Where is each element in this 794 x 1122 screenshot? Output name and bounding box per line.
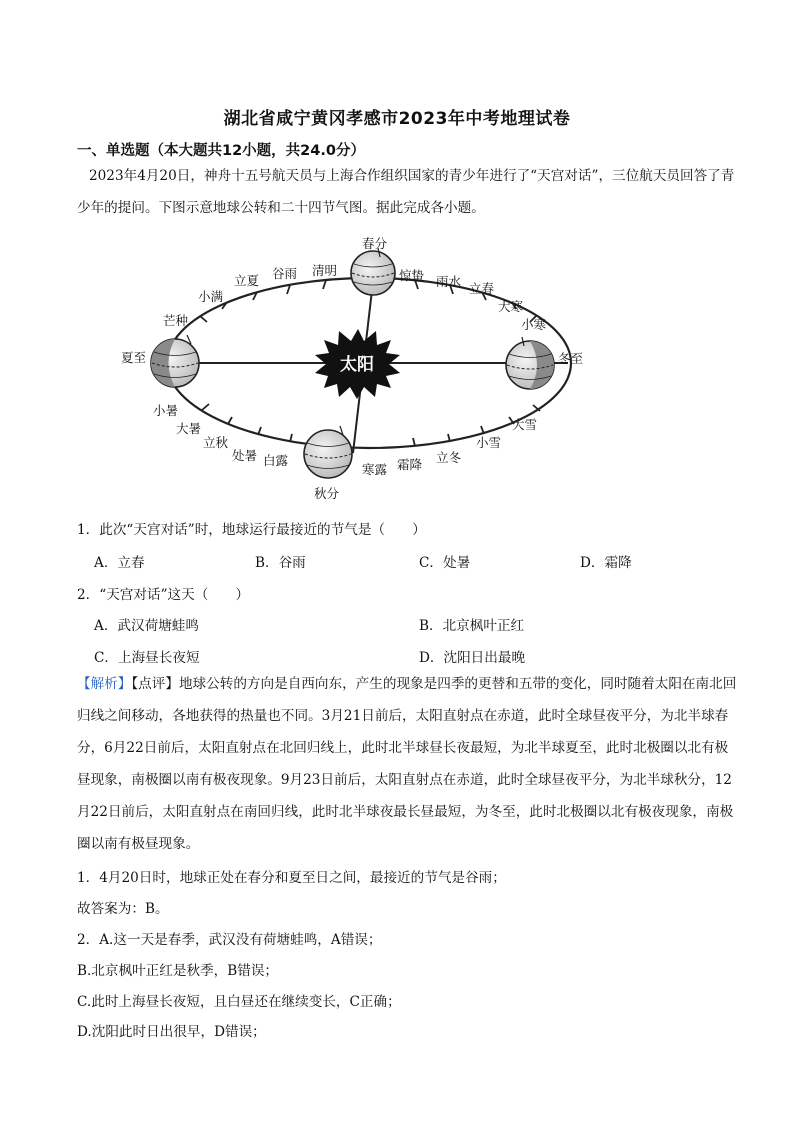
- term-chunfen: 春分: [362, 236, 388, 251]
- analysis-line: 2．A.这一天是春季，武汉没有荷塘蛙鸣，A错误；: [77, 932, 382, 948]
- term-xiaohan: 小寒: [521, 317, 547, 332]
- analysis-line: C.此时上海昼长夜短，且白昼还在继续变长，C正确；: [77, 994, 401, 1010]
- q1-option-b[interactable]: B．谷雨: [255, 555, 306, 571]
- analysis-tag: 【解析】: [77, 676, 132, 692]
- term-xiazhi: 夏至: [121, 350, 147, 365]
- term-lixia: 立夏: [234, 273, 260, 288]
- term-xiaoshu: 小暑: [153, 403, 179, 418]
- analysis-line: D.沈阳此时日出很早，D错误；: [77, 1024, 266, 1040]
- earth-winter: [506, 337, 554, 389]
- q2-option-d[interactable]: D．沈阳日出最晚: [419, 650, 526, 666]
- q2-option-b[interactable]: B．北京枫叶正红: [419, 618, 525, 634]
- earth-autumn: [304, 426, 352, 478]
- page-title: 湖北省咸宁黄冈孝感市2023年中考地理试卷: [223, 109, 571, 129]
- q1-option-c[interactable]: C．处暑: [419, 555, 471, 571]
- term-dongzhi: 冬至: [558, 351, 584, 366]
- term-qiufen: 秋分: [314, 486, 340, 501]
- intro-paragraph: 2023年4月20日，神舟十五号航天员与上海合作组织国家的青少年进行了“天宫对话”，三位航天员回答了青少年的提问。下图示意地球公转和二十四节气图。据此完成各小题。: [77, 168, 735, 216]
- comment-tag: 【点评】: [131, 676, 179, 692]
- term-bailu: 白露: [263, 453, 289, 468]
- term-lidong: 立冬: [436, 450, 462, 465]
- section-heading: 一、单选题（本大题共12小题，共24.0分）: [77, 143, 365, 159]
- analysis-paragraph: [77, 668, 739, 860]
- term-xiaoxue: 小雪: [476, 435, 502, 450]
- sun-label: 太阳: [340, 355, 374, 375]
- term-hanlu: 寒露: [362, 462, 388, 477]
- earth-summer: [151, 335, 199, 387]
- q1-option-a[interactable]: A．立春: [94, 555, 145, 571]
- analysis-line: 故答案为：B。: [77, 901, 169, 917]
- question-2-stem: 2．“天宫对话”这天（ ）: [77, 587, 250, 603]
- q2-option-a[interactable]: A．武汉荷塘蛙鸣: [94, 618, 199, 634]
- term-jingzhe: 惊蛰: [399, 268, 425, 283]
- term-dahan: 大寒: [498, 299, 524, 314]
- analysis-text: 地球公转的方向是自西向东，产生的现象是四季的更替和五带的变化，同时随着太阳在南北回归线之间移动，各地获得的热量也不同。3月21日前后，太阳直射点在赤道，此时全球昼夜平分，为北半球春分，6月22日前后，太阳直射点在北回归线上，此时北半球昼长夜最短，为北半球夏至，此时北极圈以北有极昼现象，南极圈以南有极夜现象。9月23日前后，太阳直射点在赤道，此时全球昼夜平分，为北半球秋分，12月22日前后，太阳直射点在南回归线，此时北半球夜最长昼最短，为冬至，此时北极圈以北有极夜现象，南极圈以南有极昼现象。: [77, 676, 737, 852]
- term-guyu: 谷雨: [272, 266, 298, 281]
- analysis-line: 1．4月20日时，地球正处在春分和夏至日之间，最接近的节气是谷雨；: [77, 870, 506, 886]
- term-yushui: 雨水: [436, 274, 462, 289]
- earth-orbit-diagram: [121, 228, 610, 508]
- analysis-line: B.北京枫叶正红是秋季，B错误；: [77, 963, 279, 979]
- term-lichun: 立春: [469, 281, 495, 296]
- question-1-stem: 1．此次“天宫对话”时，地球运行最接近的节气是（ ）: [77, 522, 426, 538]
- term-chushu: 处暑: [232, 448, 258, 463]
- term-daxue: 大雪: [512, 417, 538, 432]
- term-mangzhong: 芒种: [163, 313, 189, 328]
- term-xiaoman: 小满: [198, 289, 224, 304]
- term-qingming: 清明: [312, 263, 338, 278]
- q1-option-d[interactable]: D．霜降: [580, 555, 632, 571]
- term-dashu: 大暑: [176, 421, 202, 436]
- q2-option-c[interactable]: C．上海昼长夜短: [94, 650, 200, 666]
- term-liqiu: 立秋: [203, 435, 229, 450]
- term-shuangjiang: 霜降: [397, 457, 423, 472]
- earth-spring: [351, 248, 395, 295]
